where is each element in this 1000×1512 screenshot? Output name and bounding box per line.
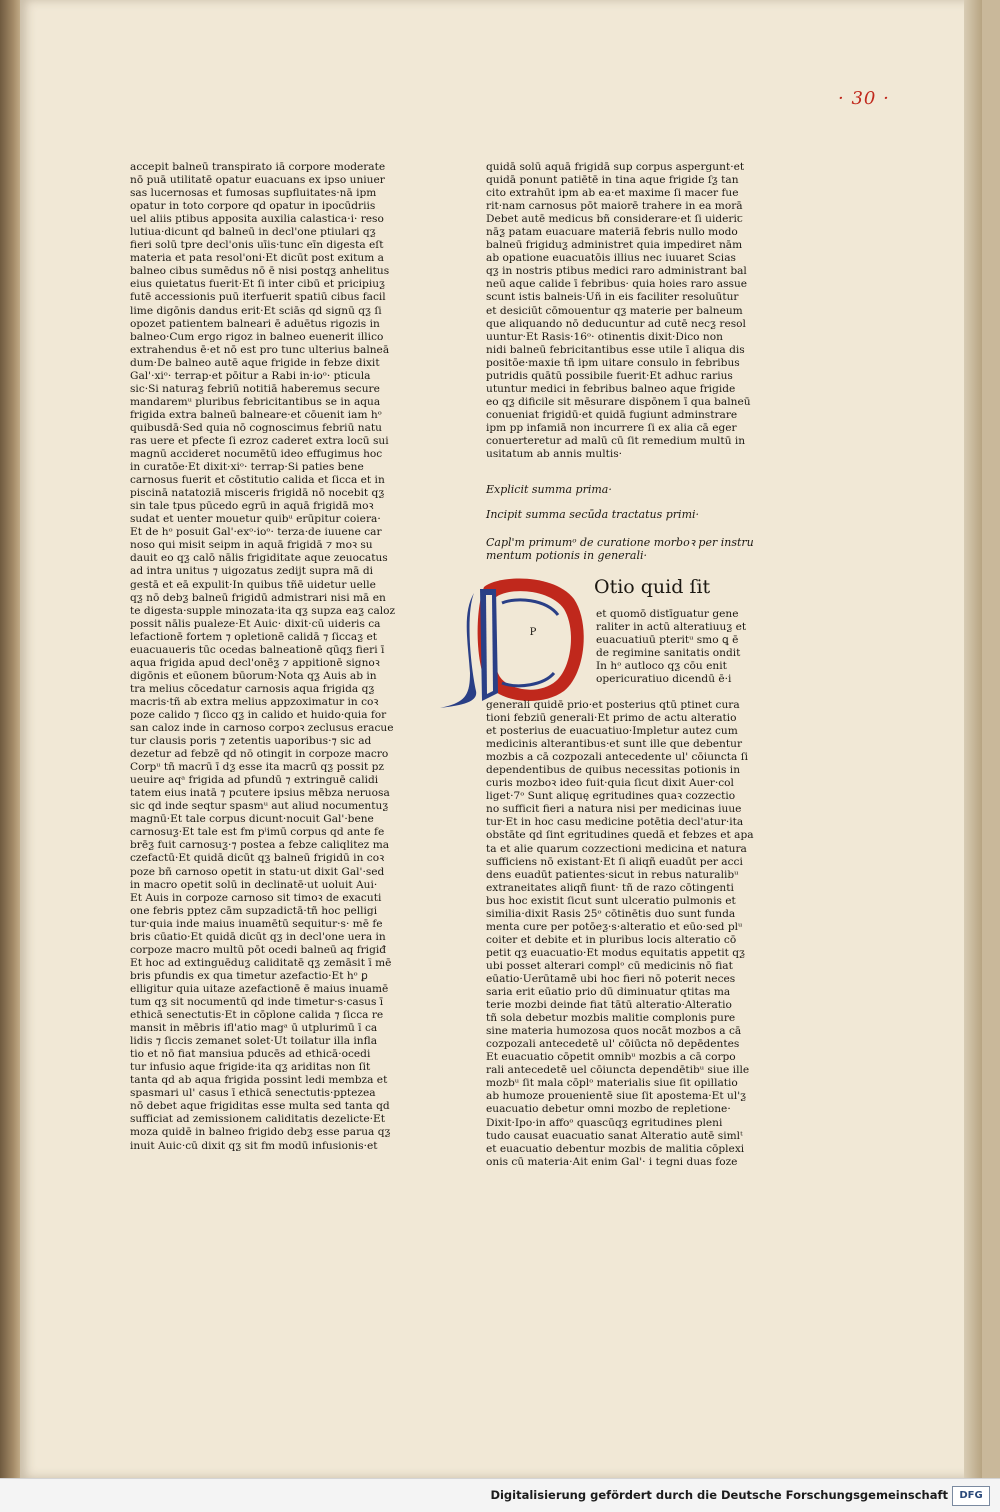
text-line: elligitur quia uitaze azefactionē ē maius inuamē: [130, 982, 389, 995]
incipit-line: Incipit summa secūda tractatus primi·: [486, 508, 700, 521]
chapter-heading-line-1: Capl'm primumᵒ de curatione morboꝛ per instru: [486, 536, 754, 549]
text-line: menta cure per potōeƺ·s·alteratio et eūo·sed plᵘ: [486, 920, 743, 933]
text-line: Gal'·xiᵒ· terrap·et pōitur a Rabi in·ioᵒ· pticula: [130, 369, 371, 382]
text-line: et posterius de euacuatiuo·Impletur autez cum: [486, 725, 738, 738]
text-line: moza quidē in balneo frigido debƺ esse parua qƺ: [130, 1126, 391, 1139]
text-line: euacuatiuū pteritᵘ smo ꝗ ē: [596, 634, 739, 647]
text-line: utuntur medici in febribus balneo aque frigide: [486, 382, 736, 395]
text-line: Et Auis in corpoze carnoso sit timoꝛ de exacuti: [130, 891, 382, 904]
text-line: tio et nō fiat mansiua pducēs ad ethicā·ocedi: [130, 1048, 371, 1061]
text-line: magnū accideret nocumētū ideo effugimus hoc: [130, 448, 383, 461]
footer-bar: [0, 1478, 1000, 1512]
text-line: accepit balneū transpirato iā corpore moderate: [130, 161, 386, 173]
text-line: In hᵒ autloco qƺ cōu enit: [596, 660, 727, 673]
right-text-column-top: [486, 161, 754, 461]
text-line: rit·nam carnosus pōt maiorē trahere in ea morā: [486, 200, 743, 213]
text-line: conueniat frigidū·et quidā fugiunt adminstrare: [486, 408, 738, 421]
text-line: gestā et eā expulit·In quibus tñē uidetur uelle: [130, 578, 376, 591]
text-line: tur·quia inde maius inuamētū sequitur·s· mē fe: [130, 917, 383, 930]
text-line: sin tale tpus pūcedo egrū in aquā frigidā moꝛ: [130, 500, 374, 513]
text-line: quidā solū aquā frigidā sup corpus aspergunt·et: [486, 161, 745, 173]
text-line: saria erit eūatio prio dū diminuatur qtitas ma: [486, 986, 731, 999]
text-line: tur infusio aque frigide·ita qƺ ariditas non ſit: [130, 1061, 371, 1074]
text-line: no sufficit fieri a natura nisi per medicinas iuue: [486, 803, 742, 816]
text-line: Et euacuatio cōpetit omnibᵘ mozbis a cā corpo: [486, 1051, 736, 1064]
text-line: et quomō distīguatur gene: [596, 608, 739, 620]
text-line: sudat et uenter mouetur quibᵘ erūpitur coiera·: [130, 513, 381, 526]
text-line: tur clausis poris ⁊ zetentis uaporibus·⁊ sic ad: [130, 735, 372, 748]
initial-stem-inner: [486, 595, 493, 694]
page-fore-edge: [964, 0, 982, 1478]
text-line: mozbᵘ ſit mala cōplᵒ materialis siue ſit opillatio: [486, 1077, 738, 1090]
text-line: mansit in mēbris ifl'atio magᵃ ū utplurimū ī ca: [130, 1022, 378, 1035]
text-line: cito extrahūt ipm ab ea·et maxime ſi macer fue: [486, 187, 739, 200]
text-line: sine materia humozosa quos nocāt mozbos a cā: [486, 1025, 742, 1038]
folio-number: · 30 ·: [838, 88, 890, 109]
text-line: et desiciūt cōmouentur qƺ materie per balneum: [486, 304, 743, 317]
text-line: que aliquando nō deducuntur ad cutē necƺ resol: [486, 317, 746, 330]
text-line: positōe·maxie tñ ipm uitare consulo in febribus: [486, 356, 740, 369]
text-line: balneo cibus sumēdus nō ē nisi postqƺ anhelitus: [130, 265, 390, 278]
text-line: usitatum ab annis multis·: [486, 448, 623, 461]
text-line: et euacuatio debentur mozbis de malitia cōplexi: [486, 1142, 745, 1155]
text-line: similia·dixit Rasis 25ᵒ cōtinētis duo sunt funda: [486, 907, 736, 920]
text-line: poze bñ carnoso opetit in statu·ut dixit Gal'·sed: [130, 865, 385, 878]
text-line: possit nālis pualeze·Et Auic· dixit·cū uideris ca: [130, 617, 381, 630]
text-line: liget·7ᵒ Sunt aliquę egritudines quaꝛ cozzectio: [486, 790, 736, 803]
text-line: curis mozboꝛ ideo fuit·quia ſicut dixit Auer·col: [486, 777, 734, 790]
text-line: putridis quātū possibile fuerit·Et adhuc rarius: [486, 369, 733, 382]
text-line: sas lucernosas et fumosas supfluitates·nā ipm: [130, 187, 377, 200]
text-line: nāƺ patam euacuare materiā febris nullo modo: [486, 226, 738, 239]
text-line: quibusdā·Sed quia nō cognoscimus febriū natu: [130, 421, 382, 434]
text-line: piscinā natatoziā misceris frigidā nō nocebit qƺ: [130, 487, 385, 500]
initial-blue-flourish: [440, 593, 476, 708]
text-line: ubi posset alterari complᵒ cū medicinis nō fiat: [486, 959, 733, 972]
text-line: raliter in actū alteratiuuƺ et: [596, 621, 747, 634]
text-line: macris·tñ ab extra melius appzoximatur in coꝛ: [130, 695, 379, 708]
text-line: sufficiat ad zemissionem caliditatis dezelicte·Et: [130, 1113, 386, 1126]
text-line: tra melius cōcedatur carnosis aqua frigida qƺ: [130, 682, 375, 695]
text-line: sic·Si naturaƺ febriū notitiā haberemus secure: [130, 382, 380, 395]
text-line: qƺ in nostris ptibus medici raro administrant bal: [486, 265, 747, 278]
text-line: terie mozbi deinde fiat tātū alteratio·Alteratio: [486, 999, 732, 1012]
chapter-heading-line-2: mentum potionis in generali·: [486, 549, 648, 562]
text-line: tatem eius inatā ⁊ pcutere ipsius mēbza neruosa: [130, 787, 390, 800]
text-line: Corpᵘ tñ macrū ī dƺ esse ita macrū qƺ possit pz: [130, 761, 384, 774]
text-line: balneo·Cum ergo rigoz in balneo euenerit illico: [130, 330, 384, 343]
text-line: dezetur ad febzē qd nō otingit in corpoze macro: [130, 748, 389, 761]
text-line: uel aliis ptibus apposita auxilia calastica·i· reso: [130, 213, 384, 226]
funding-notice: Digitalisierung gefördert durch die Deutsche Forschungsgemeinschaft: [490, 1488, 948, 1502]
text-line: ueuire aqᵃ frigida ad pfundū ⁊ extringuē calidi: [130, 774, 379, 787]
text-line: Debet autē medicus bñ considerare·et ſi uideriꞇ: [486, 213, 743, 226]
text-line: quidā ponunt patiētē in tina aque frigide ſƺ tan: [486, 174, 739, 187]
initial-guide-letter: P: [529, 627, 537, 638]
text-line: ras uere et pfecte ſi ezroz caderet extra locū sui: [130, 434, 389, 447]
text-line: spasmari ul' casus ī ethicā senectutis·pptezea: [130, 1087, 376, 1100]
text-line: tudo causat euacuatio sanat Alteratio autē simlᵗ: [486, 1129, 743, 1142]
text-line: opatur in toto corpore qd opatur in ipocūdriis: [130, 200, 376, 213]
text-line: fieri solū tpre decl'onis uīis·tunc eīn digesta eſt: [130, 239, 384, 252]
text-line: obstāte qd ſint egritudines quedā et febzes et apa: [486, 829, 754, 842]
text-line: carnosuƺ·Et tale est fm pⁱimū corpus qd ante fe: [130, 826, 385, 839]
text-line: frigida extra balneū balneare·et cōuenit iam hᵒ: [130, 408, 382, 421]
text-line: petit qƺ euacuatio·Et modus equitatis appetit qƺ: [486, 946, 745, 959]
text-line: futē accessionis puū iterfuerit spatiū cibus facil: [130, 291, 386, 304]
text-line: te digesta·supple minozata·ita qƺ supza eaƺ caloz: [130, 604, 396, 617]
right-text-column-bottom: [486, 699, 754, 1169]
text-line: qƺ nō debƺ balneū frigidū admistrari nisi mā en: [130, 591, 386, 604]
text-line: cozpozali antecedetē ul' cōiūcta nō depēdentes: [486, 1038, 740, 1051]
text-line: extraneitates aliqñ fiunt· tñ de razo cōtingenti: [486, 881, 734, 894]
text-line: Et de hᵒ posuit Gal'·exᵒ·ioᵒ· terza·de iuuene car: [130, 526, 382, 539]
text-line: ta et alie quarum cozzectioni medicina et natura: [486, 842, 747, 855]
right-text-beside-initial: [596, 608, 758, 686]
book-binding-edge: [0, 0, 22, 1511]
text-line: one febris pptez cām supzadictā·tñ hoc pelligi: [130, 904, 378, 917]
left-text-column: [130, 161, 400, 1153]
text-line: ab opatione euacuatōis illius nec iuuaret Scias: [486, 252, 736, 265]
text-line: bus hoc existit ſicut sunt ulceratio pulmonis et: [486, 894, 736, 907]
text-line: tioni febziū generali·Et primo de actu alteratio: [486, 712, 737, 725]
text-line: in macro opetit solū in declinatē·ut uoluit Aui·: [130, 878, 378, 891]
initial-bowl-inner: [491, 591, 571, 690]
text-line: eūatio·Uerūtamē ubi hoc fieri nō poterit neces: [486, 972, 736, 985]
text-line: extrahendus ē·et nō est pro tunc ulterius balneā: [130, 343, 390, 356]
text-line: dependentibus de quibus necessitas potionis in: [486, 764, 741, 777]
text-line: mozbis a cā cozpozali antecedente ul' cōiuncta ſi: [486, 751, 749, 764]
text-line: aqua frigida apud decl'onēƺ ⁊ appitionē signoꝛ: [130, 656, 380, 669]
text-line: tum qƺ sit nocumentū qd inde timetur·s·casus ī: [130, 996, 384, 1008]
text-line: sufficiens nō existant·Et ſi aliqñ euadūt per acci: [486, 855, 743, 868]
text-line: tñ sola debetur mozbis malitie complonis pure: [486, 1012, 736, 1025]
text-line: san caloz inde in carnoso corpoꝛ zeclusus eracue: [130, 722, 394, 735]
text-line: czefactū·Et quidā dicūt qƺ balneū frigidū in coꝛ: [130, 852, 385, 865]
decorated-initial-icon: [436, 573, 596, 713]
text-line: mandaremᵘ pluribus febricitantibus se in aqua: [130, 395, 381, 408]
text-line: Dixit·Ipo·in affoᵒ quascūqƺ egritudines pleni: [486, 1116, 723, 1129]
text-line: opozet patientem balneari ē aduētus rigozis in: [130, 317, 380, 330]
text-line: dens euadūt patientes·sicut in rebus naturalibᵘ: [486, 868, 739, 881]
text-line: magnū·Et tale corpus dicunt·nocuit Gal'·bene: [130, 813, 374, 826]
text-line: ethicā senectutis·Et in cōplone calida ⁊ ſicca re: [130, 1009, 384, 1022]
text-line: lefactionē fortem ⁊ opletionē calidā ⁊ ſiccaƺ et: [130, 630, 378, 643]
text-line: conuerteretur ad malū cū ſit remedium multū in: [486, 434, 746, 447]
text-line: generali quidē prio·et posterius qtū ptinet cura: [486, 699, 740, 711]
text-line: Et hoc ad extinguēduƺ caliditatē qƺ zemāsit ī mē: [130, 956, 392, 969]
text-line: opericuratiuo dicendū ē·i: [596, 673, 732, 686]
text-line: noso qui misit seipm in aquā frigidā ⁊ moꝛ su: [130, 539, 373, 552]
text-line: digōnis et eūonem būorum·Nota qƺ Auis ab in: [130, 669, 377, 682]
text-line: bris cūatio·Et quidā dicūt qƺ in decl'one uera in: [130, 930, 386, 943]
text-line: ipm pp infamiā non incurrere ſi ex alia cā eger: [486, 421, 737, 434]
text-line: balneū frigiduƺ administret quia impediret nām: [486, 239, 743, 252]
text-line: ad intra unitus ⁊ uigozatus zedijt supra mā di: [130, 565, 373, 578]
text-line: bris pfundis ex qua timetur azefactio·Et hᵒ ꝑ: [130, 969, 368, 982]
explicit-line: Explicit summa prima·: [486, 483, 612, 496]
text-line: euacuatio debetur omni mozbo de repletione·: [486, 1103, 731, 1116]
text-line: carnosus fuerit et cōstitutio calida et ſicca et in: [130, 474, 385, 487]
text-line: lime digōnis dandus erit·Et sciās qd signū qƺ ſi: [130, 304, 382, 317]
text-line: materia et pata resol'oni·Et dicūt post exitum a: [130, 252, 384, 265]
text-line: tur·Et in hoc casu medicine potētia decl'atur·ita: [486, 816, 744, 829]
text-line: dum·De balneo autē aque frigide in febze dixit: [130, 356, 380, 369]
text-line: tanta qd ab aqua frigida possint ledi membza et: [130, 1074, 388, 1087]
text-line: nō debet aque frigiditas esse multa sed tanta qd: [130, 1100, 390, 1113]
incipit-title: Otio quid ſit: [594, 576, 711, 598]
text-line: euacuaueris tūc ocedas balneationē qūqƺ fieri ī: [130, 643, 385, 656]
text-line: nidi balneū febricitantibus esse utile ī aliqua dis: [486, 343, 745, 356]
text-line: rali antecedetē uel cōiuncta dependētibᵘ siue ille: [486, 1064, 750, 1077]
text-line: nō puā utilitatē opatur euacuans ex ipso uniuer: [130, 174, 385, 187]
text-line: in curatōe·Et dixit·xiᵒ· terrap·Si paties bene: [130, 461, 364, 474]
text-line: scunt istis balneis·Uñ in eis faciliter resoluūtur: [486, 291, 739, 304]
text-line: lidis ⁊ ſiccis zemanet solet·Ut toilatur illa infla: [130, 1035, 378, 1048]
text-line: onis cū materia·Ait enim Gal'· i tegni duas foze: [486, 1155, 738, 1168]
text-line: eius quietatus fuerit·Et ſi inter cibū et pricipiuƺ: [130, 278, 386, 291]
text-line: uuntur·Et Rasis·16ᵒ· otinentis dixit·Dico non: [486, 330, 723, 343]
text-line: neū aque calide ī febribus· quia hoies raro assue: [486, 278, 748, 291]
dfg-logo-icon[interactable]: DFG: [952, 1486, 990, 1506]
text-line: medicinis alterantibus·et sunt ille que debentur: [486, 738, 743, 751]
text-line: sic qd inde seqtur spasmᵘ aut aliud nocumentuƺ: [130, 800, 389, 813]
text-line: ab humoze prouenientē siue ſit apostema·Et ul'ƺ: [486, 1090, 747, 1103]
text-line: brēƺ fuit carnosuƺ·⁊ postea a febze caliqlitez ma: [130, 839, 390, 852]
text-line: de regimine sanitatis ondit: [596, 647, 741, 660]
text-line: coiter et debite et in pluribus locis alteratio cō: [486, 933, 737, 946]
text-line: inuit Auic·cū dixit qƺ sit fm modū infusionis·et: [130, 1139, 378, 1152]
text-line: poze calido ⁊ ſicco qƺ in calido et huido·quia for: [130, 708, 387, 721]
text-line: lutiua·dicunt qd balneū in decl'one ptiulari qƺ: [130, 226, 376, 239]
text-line: dauit eo qƺ calō nālis frigiditate aque zeuocatus: [130, 552, 388, 565]
text-line: eo qƺ dificile sit mēsurare dispōnem ī qua balneū: [486, 395, 751, 408]
text-line: corpoze macro multū pōt ocedi balneū aq frigiđ: [130, 943, 387, 956]
